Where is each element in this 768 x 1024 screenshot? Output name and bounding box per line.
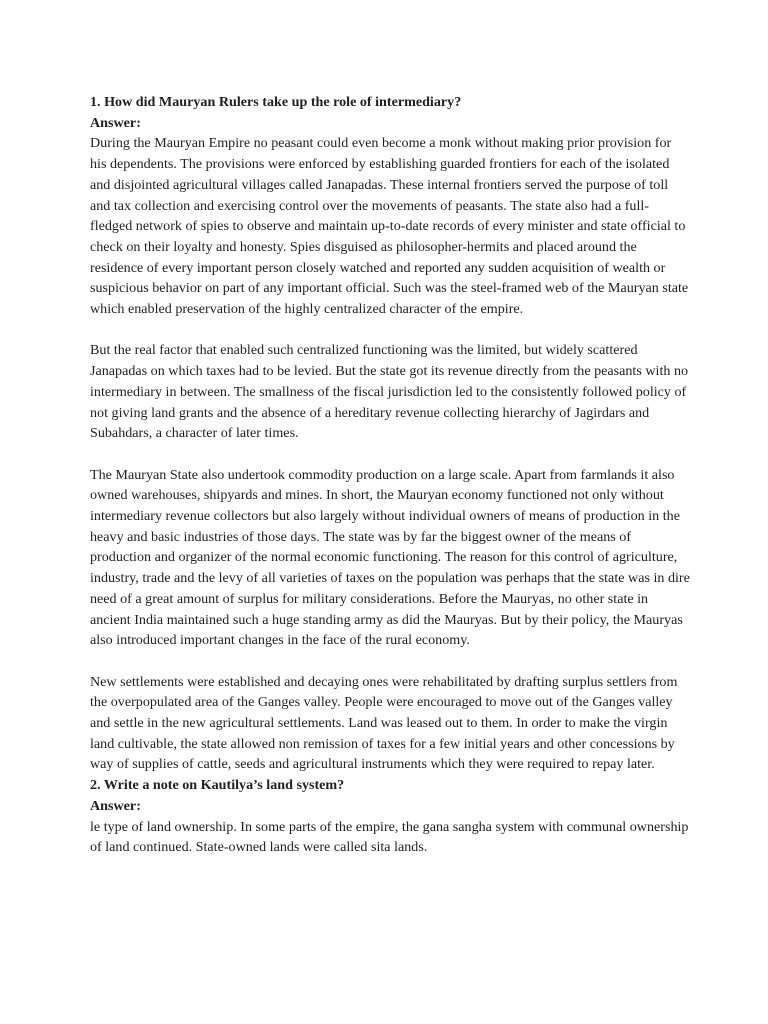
question-heading: 1. How did Mauryan Rulers take up the role of intermediary? [90,94,462,110]
answer-paragraph: But the real factor that enabled such centralized functioning was the limited, but widely scattered Janapadas on which taxes had to be levied. But the state got its revenue directly from the peasants with no intermediary in between. The smallness of the fiscal jurisdiction led to the consistently followed policy of not giving land grants and the absence of a hereditary revenue collecting hierarchy of Jagirdars and Subahdars, a character of later times. [90,342,689,442]
question-section-2 [90,775,690,858]
answer-paragraph: New settlements were established and decaying ones were rehabilitated by drafting surplus settlers from the overpopulated area of the Ganges valley. People were encouraged to move out of the Ganges valley and settle in the new agricultural settlements. Land was leased out to them. In order to make the virgin land cultivable, the state allowed non remission of taxes for a few initial years and other concessions by way of supplies of cattle, seeds and agricultural instruments which they were required to repay later. [90,673,678,773]
answer-label: Answer: [90,797,141,814]
answer-paragraph: The Mauryan State also undertook commodity production on a large scale. Apart from farmlands it also owned warehouses, shipyards and mines. In short, the Mauryan economy functioned not only without intermediary revenue collectors but also largely without individual owners of means of production in the heavy and basic industries of those days. The state was by far the biggest owner of the means of production and organizer of the normal economic functioning. The reason for this control of agriculture, industry, trade and the levy of all varieties of taxes on the population was perhaps that the state was in dire need of a great amount of surplus for military considerations. Before the Mauryas, no other state in ancient India maintained such a huge standing army as did the Mauryas. But by their policy, the Mauryas also introduced important changes in the face of the rural economy. [90,466,690,649]
question-heading: 2. Write a note on Kautilya’s land system? [90,777,345,794]
question-section-1 [90,92,690,775]
document-body [90,92,690,858]
answer-paragraph: During the Mauryan Empire no peasant could even become a monk without making prior provision for his dependents. The provisions were enforced by establishing guarded frontiers for each of the isolated and disjointed agricultural villages called Janapadas. These internal frontiers served the purpose of toll and tax collection and exercising control over the movements of peasants. The state also had a full-fledged network of spies to observe and maintain up-to-date records of every minister and state official to check on their loyalty and honesty. Spies disguised as philosopher-hermits and placed around the residence of every important person closely watched and reported any sudden acquisition of wealth or suspicious behavior on part of any important official. Such was the steel-framed web of the Mauryan state which enabled preservation of the highly centralized character of the empire. [90,135,689,318]
answer-paragraph: le type of land ownership. In some parts of the empire, the gana sangha system with communal ownership of land continued. State-owned lands were called sita lands. [90,818,689,856]
answer-label: Answer: [90,114,141,131]
